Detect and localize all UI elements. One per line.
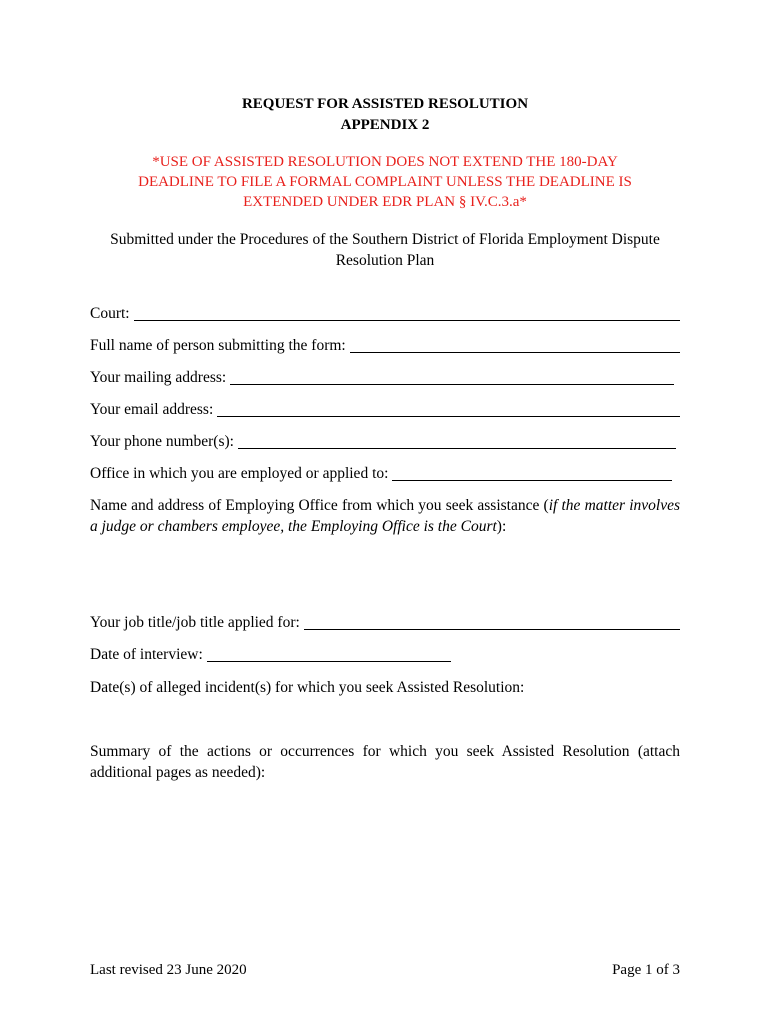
job-title-input-line[interactable] [304, 628, 680, 630]
employing-office-prompt [90, 495, 680, 537]
office-field [90, 462, 680, 484]
employing-office-text: Name and address of Employing Office from which you seek assistance ( [90, 497, 549, 514]
warning-line: *USE OF ASSISTED RESOLUTION DOES NOT EXTEND THE 180-DAY [152, 154, 618, 170]
employing-office-note: if the matter involves a judge or chambers employee, the Employing Office is the Court [90, 497, 680, 535]
email-address-input-line[interactable] [217, 415, 680, 417]
full-name-field [90, 334, 680, 356]
interview-date-input-line[interactable] [207, 660, 451, 662]
intro-text [80, 229, 690, 271]
court-label: Court: [90, 305, 130, 322]
interview-date-label: Date of interview: [90, 646, 203, 663]
interview-date-field [90, 643, 680, 665]
job-title-label: Your job title/job title applied for: [90, 614, 300, 631]
office-label: Office in which you are employed or applied to: [90, 465, 389, 482]
revision-date: Last revised 23 June 2020 [90, 962, 247, 978]
document-subtitle: APPENDIX 2 [340, 117, 430, 133]
deadline-warning [90, 152, 680, 212]
email-address-field [90, 398, 680, 420]
document-title: REQUEST FOR ASSISTED RESOLUTION [241, 96, 529, 112]
phone-numbers-field [90, 430, 680, 452]
warning-line: DEADLINE TO FILE A FORMAL COMPLAINT UNLESS THE DEADLINE IS [138, 174, 632, 190]
office-input-line[interactable] [392, 479, 672, 481]
court-field [90, 302, 680, 324]
court-input-line[interactable] [134, 319, 680, 321]
mailing-address-field [90, 366, 680, 388]
intro-line: Resolution Plan [335, 252, 435, 269]
warning-line: EXTENDED UNDER EDR PLAN § IV.C.3.a* [243, 194, 527, 210]
email-address-label: Your email address: [90, 401, 214, 418]
full-name-label: Full name of person submitting the form: [90, 337, 346, 354]
phone-numbers-input-line[interactable] [238, 447, 676, 449]
incident-dates-prompt: Date(s) of alleged incident(s) for which you seek Assisted Resolution: [90, 679, 525, 696]
summary-prompt: Summary of the actions or occurrences for which you seek Assisted Resolution (attach additional pages as needed): [90, 743, 680, 781]
intro-line: Submitted under the Procedures of the Southern District of Florida Employment Dispute [110, 231, 660, 248]
page-number: Page 1 of 3 [612, 962, 680, 978]
employing-office-end: ): [496, 518, 507, 535]
full-name-input-line[interactable] [350, 351, 680, 353]
mailing-address-input-line[interactable] [230, 383, 674, 385]
job-title-field [90, 611, 680, 633]
phone-numbers-label: Your phone number(s): [90, 433, 234, 450]
mailing-address-label: Your mailing address: [90, 369, 227, 386]
